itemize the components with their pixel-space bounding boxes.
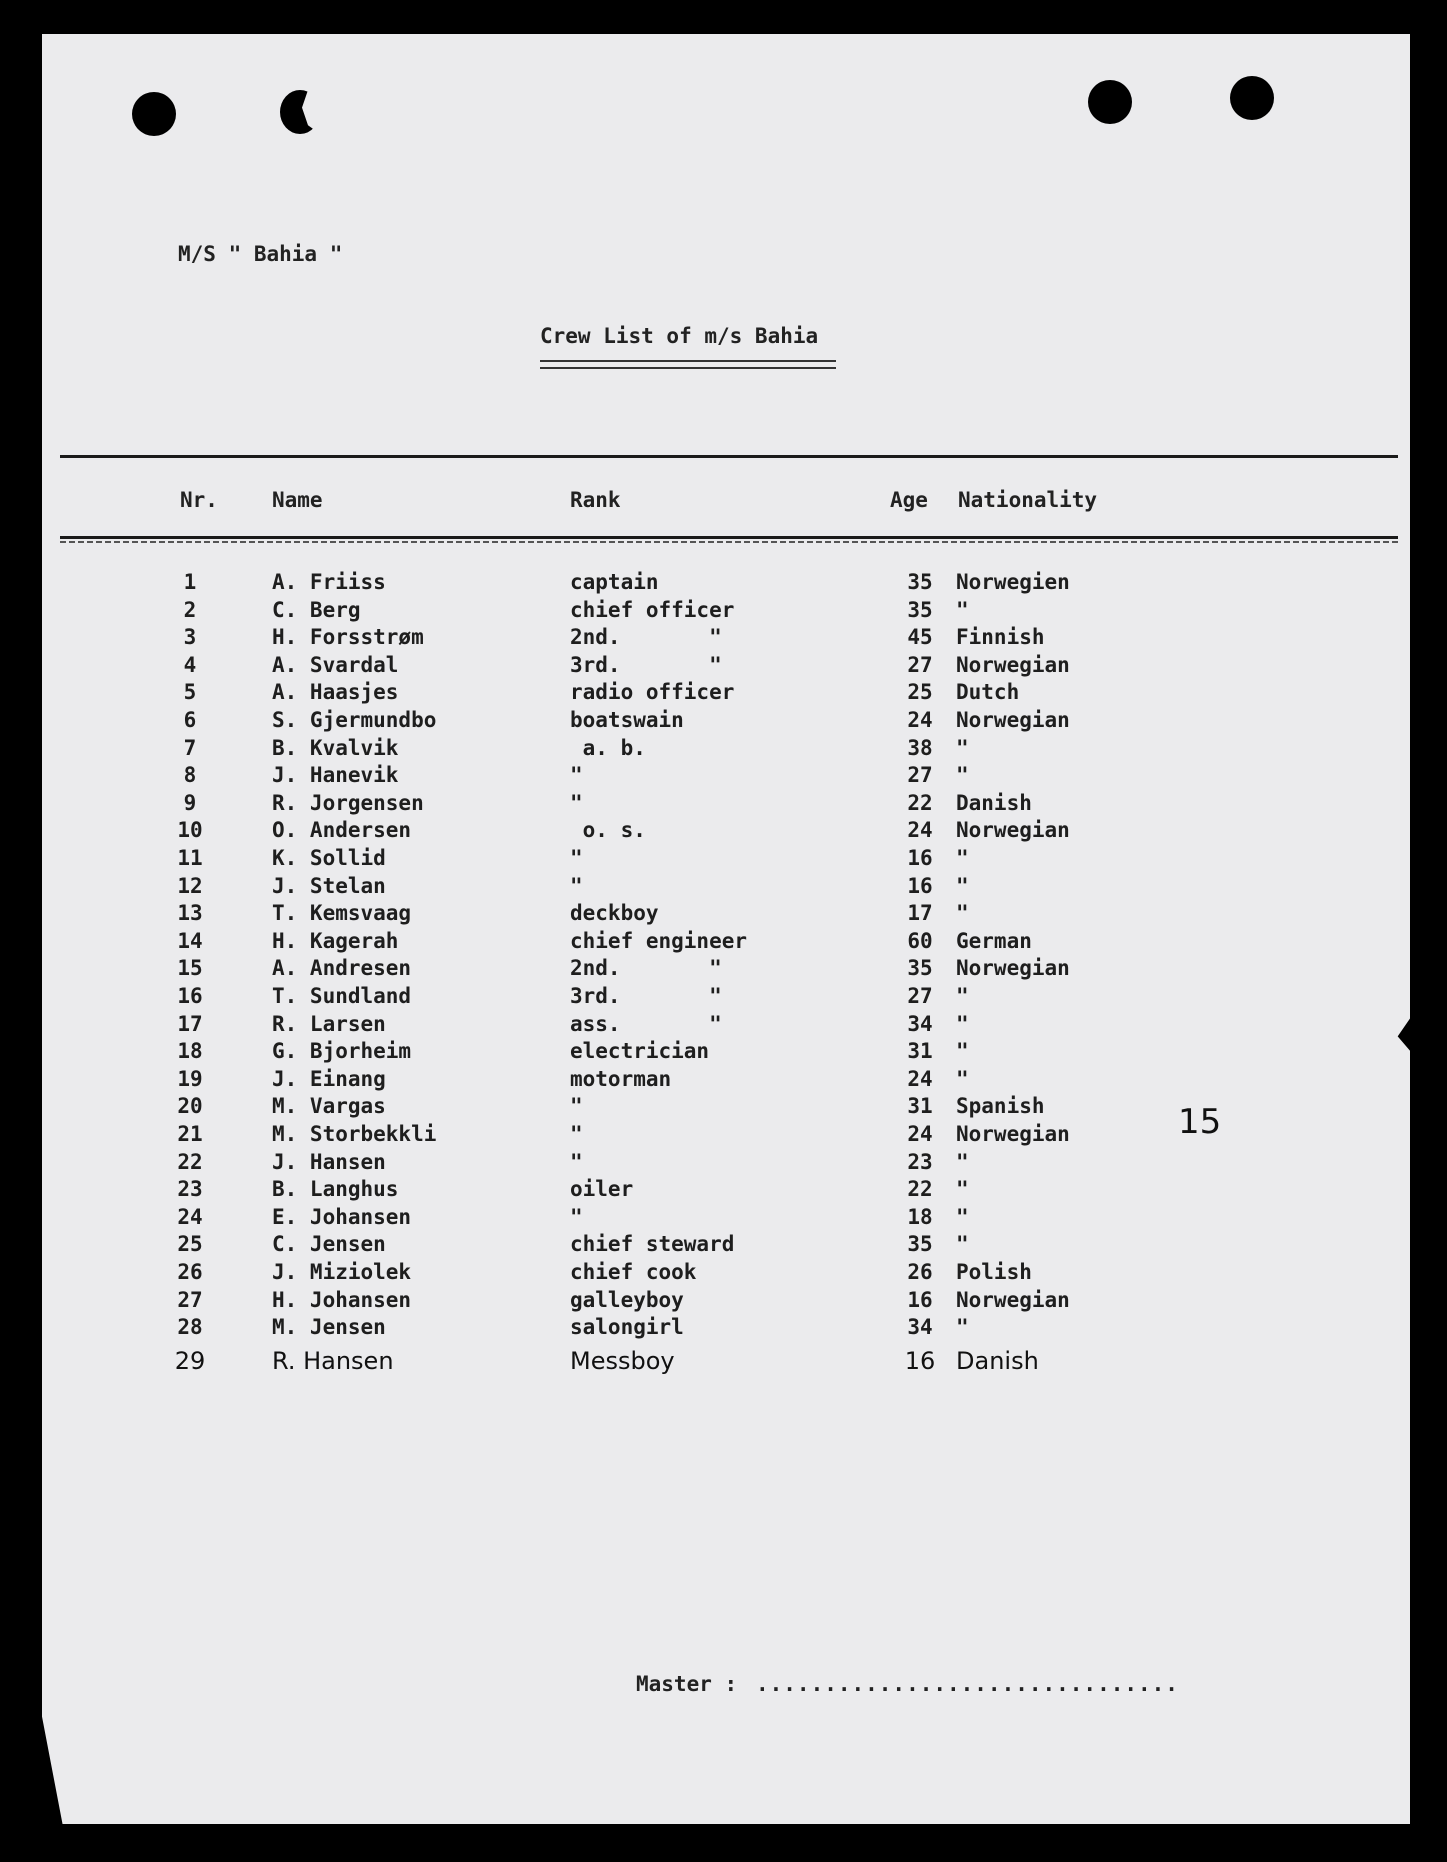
punch-hole — [1088, 80, 1132, 124]
col-header-age: Age — [890, 488, 928, 512]
row-nr: 26 — [177, 1260, 203, 1284]
row-rank: " — [570, 873, 583, 898]
header-top-rule — [60, 455, 1398, 458]
row-age: 35 — [907, 956, 933, 981]
row-rank: salongirl — [570, 1315, 684, 1340]
row-name: C. Jensen — [272, 1232, 386, 1257]
table-row — [0, 1067, 1447, 1094]
table-row — [0, 1288, 1447, 1315]
row-nr: 13 — [177, 901, 203, 926]
row-age: 24 — [907, 1066, 933, 1091]
row-rank: oiler — [570, 1177, 634, 1202]
row-nr: 29 — [174, 1346, 206, 1375]
row-rank: chief steward — [570, 1232, 735, 1257]
row-name: B. Langhus — [272, 1177, 399, 1202]
table-row — [0, 570, 1447, 597]
row-nr: 23 — [177, 1177, 203, 1202]
row-nr: 28 — [177, 1315, 203, 1340]
table-row — [0, 680, 1447, 707]
row-name: T. Sundland — [272, 984, 412, 1008]
col-header-nr: Nr. — [180, 488, 218, 512]
row-name: M. Jensen — [272, 1315, 386, 1340]
row-rank: 2nd. " — [570, 625, 722, 650]
table-row — [0, 1122, 1447, 1149]
page-number: 15 — [1178, 1102, 1222, 1142]
row-nationality: Norwegian — [956, 652, 1070, 677]
row-name: B. Kvalvik — [272, 735, 399, 760]
row-name: M. Vargas — [272, 1094, 386, 1119]
row-age: 23 — [907, 1149, 933, 1174]
row-age: 34 — [907, 1315, 933, 1340]
row-rank: " — [570, 846, 583, 870]
row-age: 31 — [907, 1039, 933, 1064]
row-rank: Messboy — [570, 1346, 675, 1375]
row-name: H. Kagerah — [272, 928, 399, 953]
master-label: Master : — [636, 1672, 738, 1696]
row-nr: 21 — [177, 1122, 203, 1146]
row-nr: 17 — [177, 1011, 203, 1036]
row-rank: chief engineer — [570, 928, 748, 953]
row-nr: 4 — [183, 652, 197, 677]
table-row — [0, 653, 1447, 680]
row-age: 16 — [907, 873, 933, 898]
row-name: R. Jorgensen — [272, 790, 424, 815]
row-rank: motorman — [570, 1066, 672, 1091]
row-rank: chief cook — [570, 1260, 697, 1284]
row-name: C. Berg — [272, 597, 361, 622]
punch-hole — [132, 92, 176, 136]
row-nationality: Norwegian — [956, 818, 1070, 843]
row-age: 27 — [907, 763, 933, 788]
row-rank: " — [570, 763, 583, 788]
row-nr: 10 — [177, 818, 203, 843]
row-nationality: " — [956, 1204, 969, 1229]
row-nr: 3 — [183, 625, 197, 650]
row-rank: chief officer — [570, 597, 735, 622]
row-rank: " — [570, 1122, 583, 1146]
row-name: H. Johansen — [272, 1287, 412, 1312]
row-age: 22 — [907, 1177, 933, 1202]
row-age: 18 — [907, 1204, 933, 1229]
row-name: A. Svardal — [272, 652, 399, 677]
row-name: S. Gjermundbo — [272, 708, 437, 732]
table-row — [0, 708, 1447, 735]
row-name: M. Storbekkli — [272, 1122, 437, 1146]
row-nationality: " — [956, 846, 969, 870]
row-nationality: " — [956, 597, 969, 622]
row-rank: o. s. — [570, 818, 646, 843]
row-name: H. Forsstrøm — [272, 625, 424, 650]
row-name: J. Hanevik — [272, 763, 399, 788]
row-nationality: Danish — [956, 790, 1032, 815]
table-row — [0, 763, 1447, 790]
table-row — [0, 1039, 1447, 1066]
row-age: 24 — [907, 1122, 933, 1146]
table-row — [0, 1094, 1447, 1121]
row-name: E. Johansen — [272, 1204, 412, 1229]
row-nationality: Polish — [956, 1260, 1032, 1284]
row-rank: " — [570, 1149, 583, 1174]
row-rank: deckboy — [570, 901, 659, 926]
row-nr: 5 — [183, 680, 197, 705]
row-name: K. Sollid — [272, 846, 386, 870]
row-nationality: " — [956, 1039, 969, 1064]
row-age: 22 — [907, 790, 933, 815]
row-nr: 6 — [183, 708, 197, 732]
row-rank: galleyboy — [570, 1287, 684, 1312]
table-row — [0, 1150, 1447, 1177]
table-row — [0, 1347, 1447, 1374]
row-nationality: " — [956, 1232, 969, 1257]
row-nationality: Finnish — [956, 625, 1045, 650]
row-age: 24 — [907, 708, 933, 732]
table-row — [0, 1315, 1447, 1342]
row-name: J. Stelan — [272, 873, 386, 898]
page-title: Crew List of m/s Bahia — [540, 324, 819, 348]
row-age: 24 — [907, 818, 933, 843]
row-age: 16 — [904, 1346, 936, 1375]
row-name: J. Hansen — [272, 1149, 386, 1174]
row-nr: 7 — [183, 735, 197, 760]
row-nationality: German — [956, 928, 1032, 953]
row-nr: 20 — [177, 1094, 203, 1119]
row-name: G. Bjorheim — [272, 1039, 412, 1064]
row-name: T. Kemsvaag — [272, 901, 412, 926]
master-signature-line: ............................... — [756, 1672, 1179, 1696]
row-age: 45 — [907, 625, 933, 650]
row-nationality: Dutch — [956, 680, 1020, 705]
row-nationality: Danish — [956, 1346, 1039, 1375]
row-nationality: " — [956, 984, 969, 1008]
row-name: A. Andresen — [272, 956, 412, 981]
row-nationality: " — [956, 1149, 969, 1174]
row-nr: 19 — [177, 1066, 203, 1091]
row-rank: 3rd. " — [570, 984, 722, 1008]
table-row — [0, 1205, 1447, 1232]
row-nr: 9 — [183, 790, 197, 815]
row-nationality: " — [956, 1066, 969, 1091]
row-nationality: Norwegian — [956, 1287, 1070, 1312]
table-row — [0, 1012, 1447, 1039]
row-age: 26 — [907, 1260, 933, 1284]
row-rank: ass. " — [570, 1011, 722, 1036]
row-nationality: " — [956, 901, 969, 926]
row-nr: 16 — [177, 984, 203, 1008]
row-nationality: " — [956, 735, 969, 760]
row-name: J. Einang — [272, 1066, 386, 1091]
table-row — [0, 846, 1447, 873]
row-age: 16 — [907, 1287, 933, 1312]
row-age: 25 — [907, 680, 933, 705]
row-rank: a. b. — [570, 735, 646, 760]
row-rank: electrician — [570, 1039, 710, 1064]
table-row — [0, 956, 1447, 983]
row-age: 60 — [907, 928, 933, 953]
row-age: 38 — [907, 735, 933, 760]
table-row — [0, 874, 1447, 901]
row-nr: 8 — [183, 763, 197, 788]
row-nr: 14 — [177, 928, 203, 953]
row-age: 16 — [907, 846, 933, 870]
table-row — [0, 929, 1447, 956]
table-row — [0, 818, 1447, 845]
row-nationality: " — [956, 763, 969, 788]
row-nationality: " — [956, 873, 969, 898]
table-row — [0, 625, 1447, 652]
row-nr: 1 — [183, 570, 197, 594]
row-name: R. Larsen — [272, 1011, 386, 1036]
header-dashed-rule — [60, 541, 1398, 543]
row-nationality: Norwegian — [956, 708, 1070, 732]
row-rank: " — [570, 1094, 583, 1119]
row-nr: 15 — [177, 956, 203, 981]
col-header-rank: Rank — [570, 488, 621, 512]
row-nr: 27 — [177, 1287, 203, 1312]
row-rank: " — [570, 1204, 583, 1229]
row-nr: 22 — [177, 1149, 203, 1174]
row-age: 35 — [907, 570, 933, 594]
row-nationality: " — [956, 1177, 969, 1202]
row-rank: " — [570, 790, 583, 815]
row-nationality: Spanish — [956, 1094, 1045, 1119]
row-rank: radio officer — [570, 680, 735, 705]
row-name: J. Miziolek — [272, 1260, 412, 1284]
row-nr: 25 — [177, 1232, 203, 1257]
punch-hole — [280, 90, 320, 134]
row-age: 27 — [907, 984, 933, 1008]
row-rank: 2nd. " — [570, 956, 722, 981]
row-name: A. Haasjes — [272, 680, 399, 705]
table-row — [0, 1177, 1447, 1204]
row-age: 35 — [907, 1232, 933, 1257]
ship-label: M/S " Bahia " — [178, 242, 343, 266]
row-rank: boatswain — [570, 708, 684, 732]
row-rank: captain — [570, 570, 659, 594]
col-header-nationality: Nationality — [958, 488, 1098, 512]
row-nationality: " — [956, 1011, 969, 1036]
table-row — [0, 1232, 1447, 1259]
row-nationality: Norwegian — [956, 1122, 1070, 1146]
table-row — [0, 1260, 1447, 1287]
col-header-name: Name — [272, 488, 323, 512]
row-rank: 3rd. " — [570, 652, 722, 677]
row-age: 17 — [907, 901, 933, 926]
row-name: R. Hansen — [272, 1346, 394, 1375]
row-nr: 18 — [177, 1039, 203, 1064]
table-row — [0, 901, 1447, 928]
title-underline — [540, 360, 836, 369]
row-nationality: " — [956, 1315, 969, 1340]
row-nr: 11 — [177, 846, 203, 870]
row-age: 34 — [907, 1011, 933, 1036]
row-age: 35 — [907, 597, 933, 622]
row-nr: 24 — [177, 1204, 203, 1229]
row-age: 27 — [907, 652, 933, 677]
table-row — [0, 736, 1447, 763]
row-nationality: Norwegian — [956, 956, 1070, 981]
row-nr: 2 — [183, 597, 197, 622]
punch-hole — [1230, 76, 1274, 120]
table-row — [0, 984, 1447, 1011]
row-name: A. Friiss — [272, 570, 386, 594]
table-row — [0, 791, 1447, 818]
row-age: 31 — [907, 1094, 933, 1119]
row-nr: 12 — [177, 873, 203, 898]
row-nationality: Norwegien — [956, 570, 1070, 594]
header-bottom-rule — [60, 536, 1398, 539]
row-name: O. Andersen — [272, 818, 412, 843]
table-row — [0, 598, 1447, 625]
